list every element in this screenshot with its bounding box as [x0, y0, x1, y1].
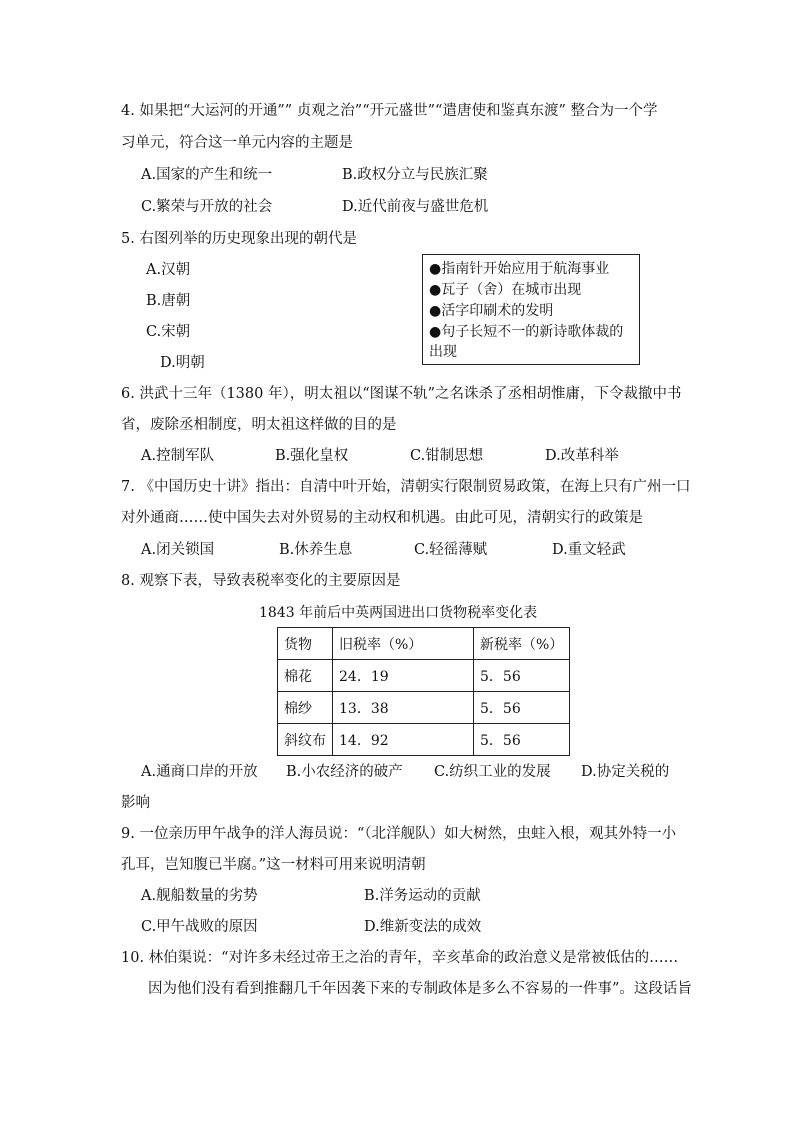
table-cell: 24．19 [333, 660, 474, 692]
q6-option-c: C.钳制思想 [410, 448, 484, 464]
q7-option-b: B.休养生息 [279, 542, 353, 558]
q8-option-c: C.纺织工业的发展 [434, 764, 551, 780]
q5-box-line-4: ●句子长短不一的新诗歌体裁的 [429, 324, 624, 340]
q7-option-a: A.闭关锁国 [141, 542, 215, 558]
q5-box-line-2: ●瓦子（舍）在城市出现 [429, 282, 582, 298]
table-header-row [278, 628, 570, 660]
q9-stem-line-1: 9. 一位亲历甲午战争的洋人海员说：“（北洋舰队）如大树然，虫蛀入根，观其外特一小 [121, 826, 677, 842]
table-cell: 5．56 [474, 692, 570, 724]
table-row [278, 692, 570, 724]
table-cell: 5．56 [474, 724, 570, 756]
table-cell: 13．38 [333, 692, 474, 724]
q9-option-a: A.舰船数量的劣势 [141, 888, 258, 904]
q9-option-c: C.甲午战败的原因 [141, 919, 258, 935]
q9-option-d: D.维新变法的成效 [364, 919, 482, 935]
q7-stem-line-1: 7. 《中国历史十讲》指出：自清中叶开始，清朝实行限制贸易政策，在海上只有广州一口 [121, 479, 691, 495]
q6-option-b: B.强化皇权 [275, 448, 349, 464]
table-cell: 棉花 [278, 660, 333, 692]
q5-box-line-5: 出现 [429, 344, 457, 360]
q4-option-d: D.近代前夜与盛世危机 [342, 199, 489, 215]
table-row [278, 660, 570, 692]
q5-option-c: C.宋朝 [146, 324, 191, 340]
q4-option-c: C.繁荣与开放的社会 [141, 199, 273, 215]
q8-tax-rate-table [277, 627, 570, 756]
q7-option-c: C.轻徭薄赋 [414, 542, 488, 558]
q5-option-b: B.唐朝 [146, 293, 191, 309]
q9-option-b: B.洋务运动的贡献 [364, 888, 481, 904]
q5-stem-line-1: 5. 右图列举的历史现象出现的朝代是 [121, 231, 357, 247]
q5-option-a: A.汉朝 [146, 262, 191, 278]
q8-stem-line-1: 8. 观察下表，导致表税率变化的主要原因是 [121, 573, 401, 589]
table-header-cell: 旧税率（%） [333, 628, 474, 660]
q8-option-a: A.通商口岸的开放 [141, 764, 258, 780]
q6-stem-line-2: 省，废除丞相制度，明太祖这样做的目的是 [121, 417, 397, 433]
q4-stem-line-2: 习单元，符合这一单元内容的主题是 [121, 135, 353, 151]
table-row [278, 724, 570, 756]
table-cell: 斜纹布 [278, 724, 333, 756]
q10-stem-line-2: 因为他们没有看到推翻几千年因袭下来的专制政体是多么不容易的一件事”。这段话旨 [148, 981, 692, 997]
q5-phenomena-box [422, 254, 640, 365]
q5-box-line-3: ●活字印刷术的发明 [429, 303, 554, 319]
q9-stem-line-2: 孔耳，岂知腹已半腐。”这一材料可用来说明清朝 [121, 857, 426, 873]
q5-box-line-1: ●指南针开始应用于航海事业 [429, 261, 610, 277]
q7-option-d: D.重文轻武 [552, 542, 626, 558]
q8-option-d-wrap: 影响 [121, 795, 150, 811]
table-cell: 14．92 [333, 724, 474, 756]
q10-stem-line-1: 10. 林伯渠说：“对许多未经过帝王之治的青年，辛亥革命的政治意义是常被低估的…… [121, 950, 679, 966]
q8-option-d: D.协定关税的 [581, 764, 670, 780]
q4-option-b: B.政权分立与民族汇聚 [342, 167, 488, 183]
q7-stem-line-2: 对外通商……使中国失去对外贸易的主动权和机遇。由此可见，清朝实行的政策是 [121, 510, 643, 526]
table-header-cell: 新税率（%） [474, 628, 570, 660]
q8-option-b: B.小农经济的破产 [286, 764, 403, 780]
q8-table-caption: 1843 年前后中英两国进出口货物税率变化表 [259, 605, 538, 621]
table-cell: 5．56 [474, 660, 570, 692]
q6-option-a: A.控制军队 [141, 448, 215, 464]
q4-stem-line-1: 4. 如果把“大运河的开通”” 贞观之治”“开元盛世”“遣唐使和鉴真东渡” 整合为一个学 [121, 103, 658, 119]
q4-option-a: A.国家的产生和统一 [141, 167, 273, 183]
q5-option-d: D.明朝 [160, 355, 205, 371]
q6-stem-line-1: 6. 洪武十三年（1380 年），明太祖以“图谋不轨”之名诛杀了丞相胡惟庸，下令裁撤中书 [121, 386, 682, 402]
table-cell: 棉纱 [278, 692, 333, 724]
table-header-cell: 货物 [278, 628, 333, 660]
q6-option-d: D.改革科举 [545, 448, 619, 464]
